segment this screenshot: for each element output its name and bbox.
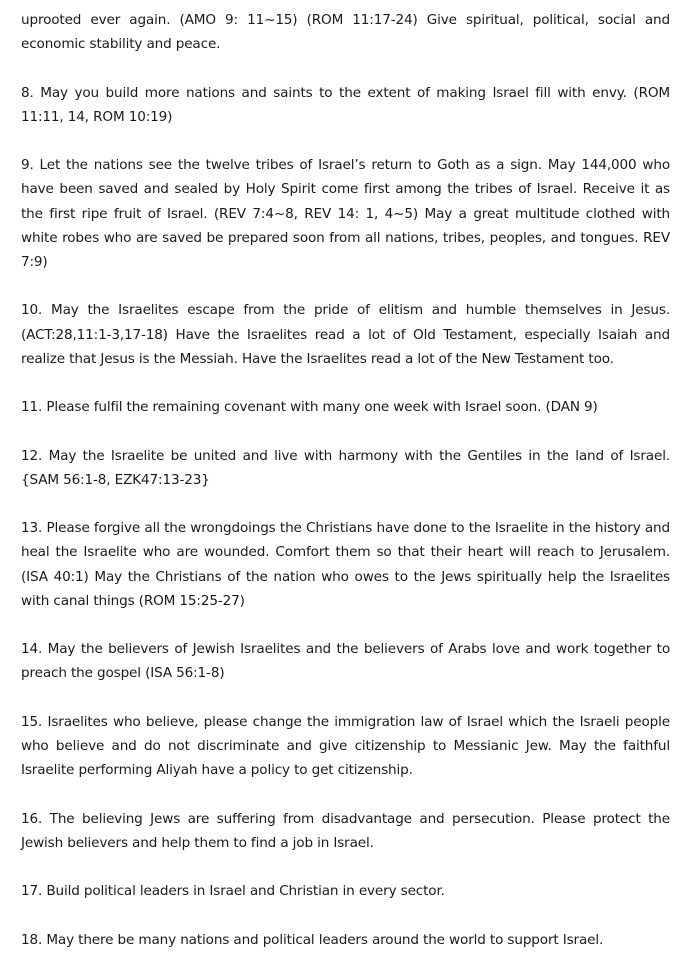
prayer-item-16: 16. The believing Jews are suffering from disadvantage and persecution. Please protect the Jewish believers and help them to find a job in Israel. xyxy=(21,810,670,851)
prayer-item-18: 18. May there be many nations and political leaders around the world to support Israel. xyxy=(21,931,604,948)
prayer-item-9: 9. Let the nations see the twelve tribes of Israel’s return to Goth as a sign. May 144,000 who have been saved and sealed by Holy Spirit come first among the tribes of Israel. Receive it as the first ripe fruit of Israel. (REV 7:4~8, REV 14: 1, 4~5) May a great multitude clothed with white robes who are saved be prepared soon from all nations, tribes, peoples, and tongues. REV 7:9) xyxy=(21,157,670,270)
prayer-item-13: 13. Please forgive all the wrongdoings the Christians have done to the Israelite in the history and heal the Israelite who are wounded. Comfort them so that their heart will reach to Jerusalem. (ISA 40:1) May the Christians of the nation who owes to the Jews spiritually help the Israelites with canal things (ROM 15:25-27) xyxy=(21,520,670,609)
prayer-item-10: 10. May the Israelites escape from the pride of elitism and humble themselves in Jesus. (ACT:28,11:1-3,17-18) Have the Israelites read a lot of Old Testament, especially Isaiah and realize that Jesus is the Messiah. Have the Israelites read a lot of the New Testament too. xyxy=(21,302,670,367)
prayer-item-14: 14. May the believers of Jewish Israelites and the believers of Arabs love and work together to preach the gospel (ISA 56:1-8) xyxy=(21,641,670,682)
prayer-item-17: 17. Build political leaders in Israel and Christian in every sector. xyxy=(21,883,445,900)
prayer-item-15: 15. Israelites who believe, please change the immigration law of Israel which the Israeli people who believe and do not discriminate and give citizenship to Messianic Jew. May the faithful Israelite performing Aliyah have a policy to get citizenship. xyxy=(21,713,670,779)
paragraph-continuation: uprooted ever again. (AMO 9: 11~15) (ROM 11:17-24) Give spiritual, political, social and economic stability and peace. xyxy=(21,12,670,53)
prayer-item-11: 11. Please fulfil the remaining covenant with many one week with Israel soon. (DAN 9) xyxy=(21,399,598,416)
document-body xyxy=(21,8,670,976)
prayer-item-8: 8. May you build more nations and saints to the extent of making Israel fill with envy. (ROM 11:11, 14, ROM 10:19) xyxy=(21,84,670,125)
prayer-item-12: 12. May the Israelite be united and live with harmony with the Gentiles in the land of Israel. {SAM 56:1-8, EZK47:13-23} xyxy=(21,447,670,488)
